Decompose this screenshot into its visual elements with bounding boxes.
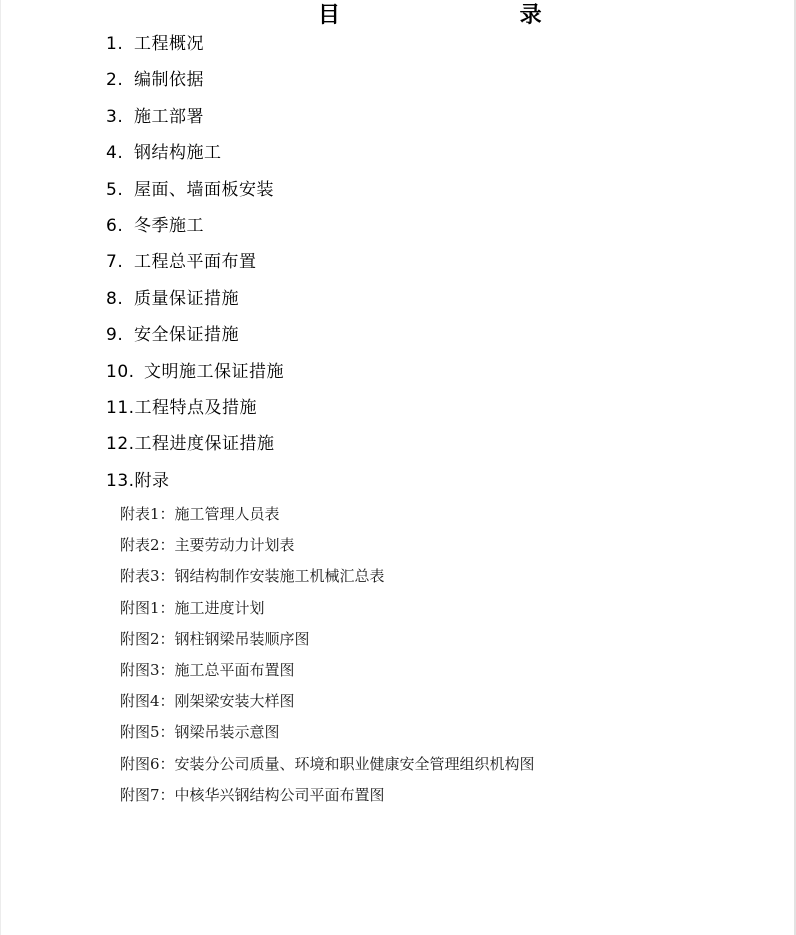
- toc-entry: [106, 431, 284, 467]
- appendix-entry: 附图4：刚架梁安装大样图: [120, 692, 295, 711]
- toc-entry-number: 1.: [106, 34, 124, 54]
- toc-entry-text: 冬季施工: [134, 215, 204, 236]
- toc-entry-text: 施工部署: [134, 106, 204, 127]
- appendix-entry: 附表3：钢结构制作安装施工机械汇总表: [120, 567, 385, 586]
- toc-entry: [106, 359, 284, 395]
- toc-entry-number: 8.: [106, 288, 124, 309]
- toc-entry: [106, 249, 284, 285]
- appendix-entry: 附图2：钢柱钢梁吊装顺序图: [120, 629, 310, 648]
- toc-entry-text: 工程概况: [134, 34, 204, 54]
- toc-entry-number: 11.: [106, 397, 135, 418]
- toc-entry-number: 12.: [106, 434, 135, 455]
- toc-entry: [106, 31, 284, 67]
- appendix-entry: 附表2：主要劳动力计划表: [120, 536, 295, 555]
- toc-entry-number: 4.: [106, 143, 124, 164]
- toc-entry-text: 钢结构施工: [134, 143, 222, 164]
- toc-entry: [106, 67, 284, 103]
- toc-entry: [106, 140, 284, 176]
- toc-entry-text: 工程特点及措施: [134, 397, 258, 418]
- page-left-edge: [0, 0, 1, 935]
- toc-entry-text: 编制依据: [134, 70, 204, 91]
- appendix-list: [120, 502, 535, 814]
- toc-entry-text: 工程进度保证措施: [134, 434, 275, 455]
- toc-entry: [106, 213, 284, 249]
- appendix-entry: 附图5：钢梁吊装示意图: [120, 723, 280, 742]
- toc-entry: [106, 395, 284, 431]
- toc-entry-number: 6.: [106, 215, 124, 236]
- toc-entry: [106, 322, 284, 358]
- toc-entry-number: 13.: [106, 470, 135, 491]
- toc-entry-text: 安全保证措施: [134, 325, 239, 346]
- toc-entry: [106, 177, 284, 213]
- toc-entry-number: 2.: [106, 70, 124, 91]
- toc-list: [106, 31, 284, 504]
- toc-entry-number: 9.: [106, 325, 124, 346]
- toc-entry-number: 7.: [106, 252, 124, 273]
- appendix-entry: 附图7：中核华兴钢结构公司平面布置图: [120, 785, 385, 804]
- toc-entry-number: 5.: [106, 179, 124, 200]
- toc-entry-text: 质量保证措施: [134, 288, 239, 309]
- toc-entry-text: 附录: [134, 470, 170, 491]
- toc-entry-text: 屋面、墙面板安装: [134, 179, 274, 200]
- toc-entry-number: 3.: [106, 106, 124, 127]
- appendix-entry: 附图3：施工总平面布置图: [120, 660, 295, 679]
- toc-entry: [106, 286, 284, 322]
- appendix-entry: 附表1：施工管理人员表: [120, 505, 280, 523]
- toc-entry: [106, 104, 284, 140]
- toc-entry-text: 文明施工保证措施: [144, 361, 284, 382]
- toc-entry: [106, 468, 284, 504]
- toc-entry-number: 10.: [106, 361, 135, 382]
- toc-title: 目 录: [318, 3, 628, 28]
- appendix-entry: 附图1：施工进度计划: [120, 598, 265, 617]
- appendix-entry: 附图6：安装分公司质量、环境和职业健康安全管理组织机构图: [120, 754, 535, 773]
- toc-entry-text: 工程总平面布置: [134, 252, 257, 273]
